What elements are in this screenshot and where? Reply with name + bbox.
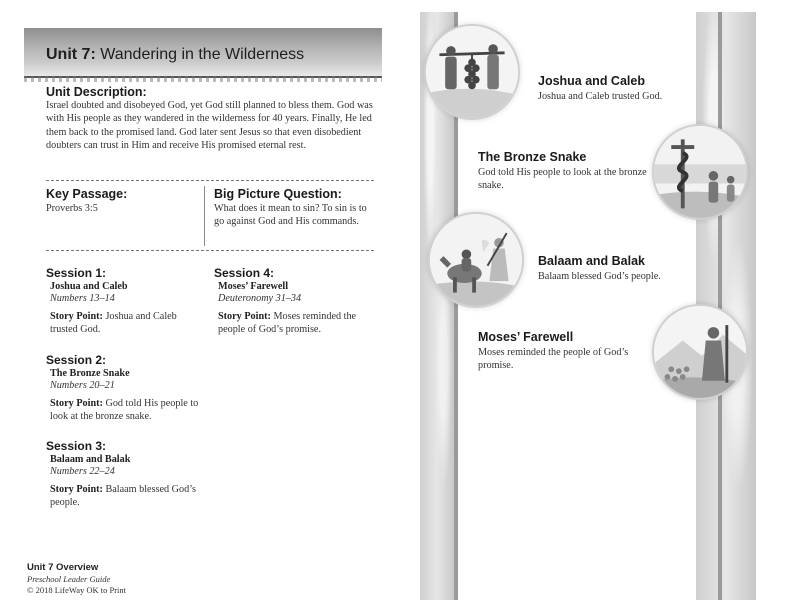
unit-description-text: Israel doubted and disobeyed God, yet God still planned to bless them. God was with His people as they wandered in the wilderness for 40 years. Finally, He led them back to the promised land. God later sent Jesus so that even disobedient doubters can trust in Him and receive His promised eternal rest. (46, 100, 373, 151)
story-title: Moses’ Farewell (478, 330, 574, 344)
story-point-text: Balaam blessed God’s people. (50, 484, 197, 509)
bronze-snake-pole-icon (652, 124, 748, 220)
footer-guide: Preschool Leader Guide (27, 574, 111, 584)
session-title: The Bronze Snake (50, 368, 130, 379)
page-footer (27, 562, 126, 595)
session-reference: Numbers 13–14 (50, 293, 115, 304)
divider (46, 250, 374, 251)
key-passage-heading: Key Passage: (46, 187, 128, 201)
page-title (46, 46, 304, 64)
unit-description-heading: Unit Description: (46, 85, 147, 99)
divider (46, 180, 374, 181)
column-divider (204, 186, 205, 246)
session-reference: Deuteronomy 31–34 (218, 293, 302, 304)
story-point-text: God told His people to look at the bronze snake. (50, 398, 199, 423)
story-point-text: Joshua and Caleb trusted God. (50, 311, 177, 336)
session-title: Balaam and Balak (50, 454, 131, 465)
key-passage-text: Proverbs 3:5 (46, 203, 98, 214)
footer-unit: Unit 7 Overview (27, 562, 99, 573)
story-point-label: Story Point: (50, 311, 103, 322)
unit-title-banner (24, 28, 382, 78)
unit-number: Unit 7: (46, 46, 96, 63)
session-label: Session 4: (214, 266, 275, 280)
session-title: Joshua and Caleb (50, 281, 128, 292)
story-description: Joshua and Caleb trusted God. (538, 91, 663, 102)
session-title: Moses’ Farewell (218, 281, 289, 292)
story-point-label: Story Point: (50, 398, 103, 409)
session-label: Session 2: (46, 353, 107, 367)
session-story-point (50, 397, 206, 424)
balaam-donkey-angel-icon (428, 212, 524, 308)
big-picture-heading: Big Picture Question: (214, 187, 342, 201)
session-label: Session 1: (46, 266, 107, 280)
story-point-text: Moses reminded the people of God’s promise. (218, 311, 357, 336)
session-1 (46, 266, 206, 337)
story-description: Balaam blessed God’s people. (538, 271, 661, 282)
story-title: Balaam and Balak (538, 254, 645, 268)
story-title: Joshua and Caleb (538, 74, 645, 88)
spies-carrying-grapes-icon (424, 24, 520, 120)
session-story-point (50, 483, 206, 510)
right-page (396, 0, 792, 612)
session-story-point (50, 310, 206, 337)
story-title: The Bronze Snake (478, 150, 587, 164)
story-point-label: Story Point: (218, 311, 271, 322)
session-3 (46, 439, 206, 510)
session-story-point (218, 310, 374, 337)
footer-copyright: © 2018 LifeWay OK to Print (27, 585, 127, 595)
session-reference: Numbers 22–24 (50, 466, 115, 477)
moses-mountain-icon (652, 304, 748, 400)
big-picture-text: What does it mean to sin? To sin is to go against God and His commands. (214, 203, 367, 228)
session-label: Session 3: (46, 439, 107, 453)
story-description: Moses reminded the people of God’s promise. (478, 347, 629, 372)
session-2 (46, 353, 206, 424)
session-reference: Numbers 20–21 (50, 380, 115, 391)
unit-name: Wandering in the Wilderness (100, 46, 305, 63)
session-4 (214, 266, 374, 337)
story-point-label: Story Point: (50, 484, 103, 495)
story-description: God told His people to look at the bronze snake. (478, 167, 647, 192)
